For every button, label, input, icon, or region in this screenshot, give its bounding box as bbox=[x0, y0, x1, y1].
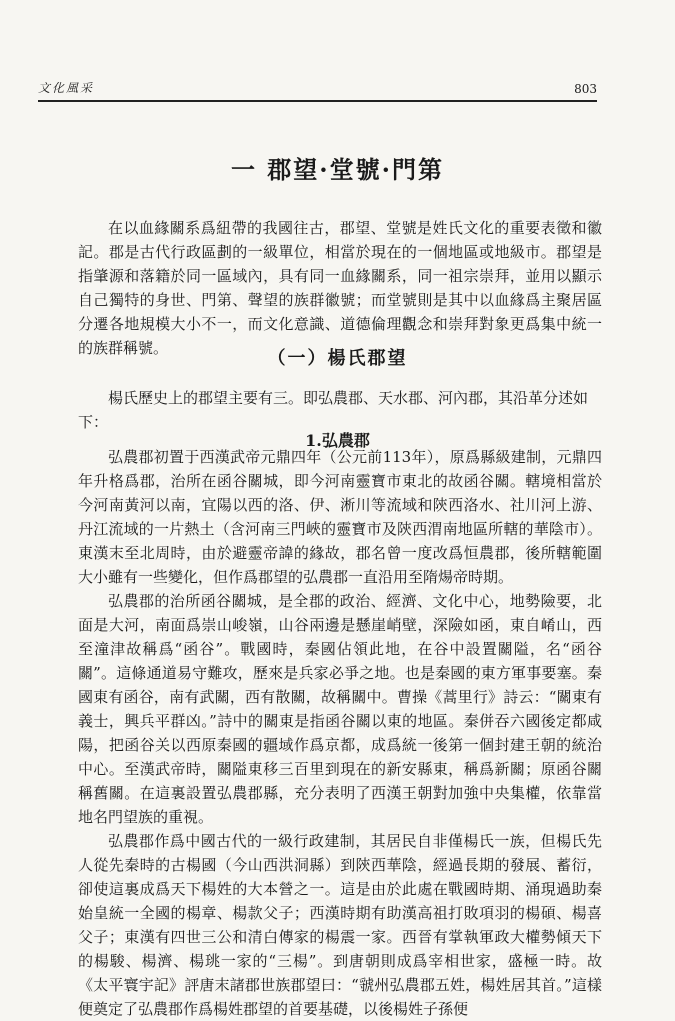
intro-paragraph: 在以血緣關系爲紐帶的我國往古，郡望、堂號是姓氏文化的重要表徵和徽記。郡是古代行政區劃的一級單位，相當於現在的一個地區或地級市。郡望是指肇源和落籍於同一區域內，具有同一血緣關系，同一祖宗崇拜，並用以顯示自己獨特的身世、門第、聲望的族群徽號；而堂號則是其中以血緣爲主聚居區分遷各地規模大小不一，而文化意識、道德倫理觀念和崇拜對象更爲集中統一的族群稱號。 bbox=[78, 219, 602, 357]
page-number: 803 bbox=[574, 82, 597, 96]
header-section-label: 文化風采 bbox=[38, 81, 95, 95]
section-intro-paragraph: 楊氏歷史上的郡望主要有三。即弘農郡、天水郡、河內郡，其沿革分述如下： bbox=[78, 389, 589, 431]
body-paragraph: 弘農郡的治所函谷關城，是全郡的政治、經濟、文化中心，地勢險要，北面是大河，南面爲崇山峻嶺，山谷兩邊是懸崖峭壁，深險如函，東自崤山，西至潼津故稱爲“函谷”。戰國時，秦國佔領此地，在谷中設置關隘，名“函谷關”。這條通道易守難攻，歷來是兵家必爭之地。也是秦國的東方軍事要塞。秦國東有函谷，南有武關，西有散關，故稱關中。曹操《蒿里行》詩云：“關東有義士，興兵平群凶。”詩中的關東是指函谷關以東的地區。秦併吞六國後定都咸陽，把函谷关以西原秦國的疆域作爲京都，成爲統一後第一個封建王朝的統治中心。至漢武帝時，關隘東移三百里到現在的新安縣東，稱爲新關；原函谷關稱舊關。在這裏設置弘農郡縣，充分表明了西漢王朝對加強中央集權，依靠當地名門望族的重視。 bbox=[78, 592, 602, 826]
body-paragraph: 弘農郡作爲中國古代的一級行政建制，其居民自非僅楊氏一族，但楊氏先人從先秦時的古楊國（今山西洪洞縣）到陝西華陰，經過長期的發展、蓄衍，卻使這裏成爲天下楊姓的大本營之一。這是由於此處在戰國時期、涌現過助秦始皇統一全國的楊章、楊款父子；西漢時期有助漢高祖打敗項羽的楊碩、楊喜父子；東漢有四世三公和清白傳家的楊震一家。西晉有掌執軍政大權勢傾天下的楊駿、楊濟、楊珧一家的“三楊”。到唐朝則成爲宰相世家，盛極一時。故《太平寰宇記》評唐末諸郡世族郡望曰：“虢州弘農郡五姓，楊姓居其首。”這樣便奠定了弘農郡作爲楊姓郡望的首要基礎，以後楊姓子孫便 bbox=[78, 832, 602, 1018]
running-header bbox=[38, 78, 597, 102]
subsection-title: 1.弘農郡 bbox=[305, 431, 370, 450]
subsection-body bbox=[78, 445, 602, 1021]
section-title: （一）楊氏郡望 bbox=[267, 348, 408, 369]
body-paragraph: 弘農郡初置于西漢武帝元鼎四年（公元前113年），原爲縣級建制，元鼎四年升格爲郡，治所在函谷關城，即今河南靈寶市東北的故函谷關。轄境相當於今河南黃河以南，宜陽以西的洛、伊、淅川等流域和陝西洛水、社川河上游、丹江流域的一片熱土（含河南三門峽的靈寶市及陝西渭南地區所轄的華陰市）。東漢末至北周時，由於避靈帝諱的緣故，郡名曾一度改爲恒農郡，後所轄範圍大小雖有一些變化，但作爲郡望的弘農郡一直沿用至隋煬帝時期。 bbox=[78, 448, 602, 586]
chapter-title: 一 郡望·堂號·門第 bbox=[230, 155, 445, 184]
